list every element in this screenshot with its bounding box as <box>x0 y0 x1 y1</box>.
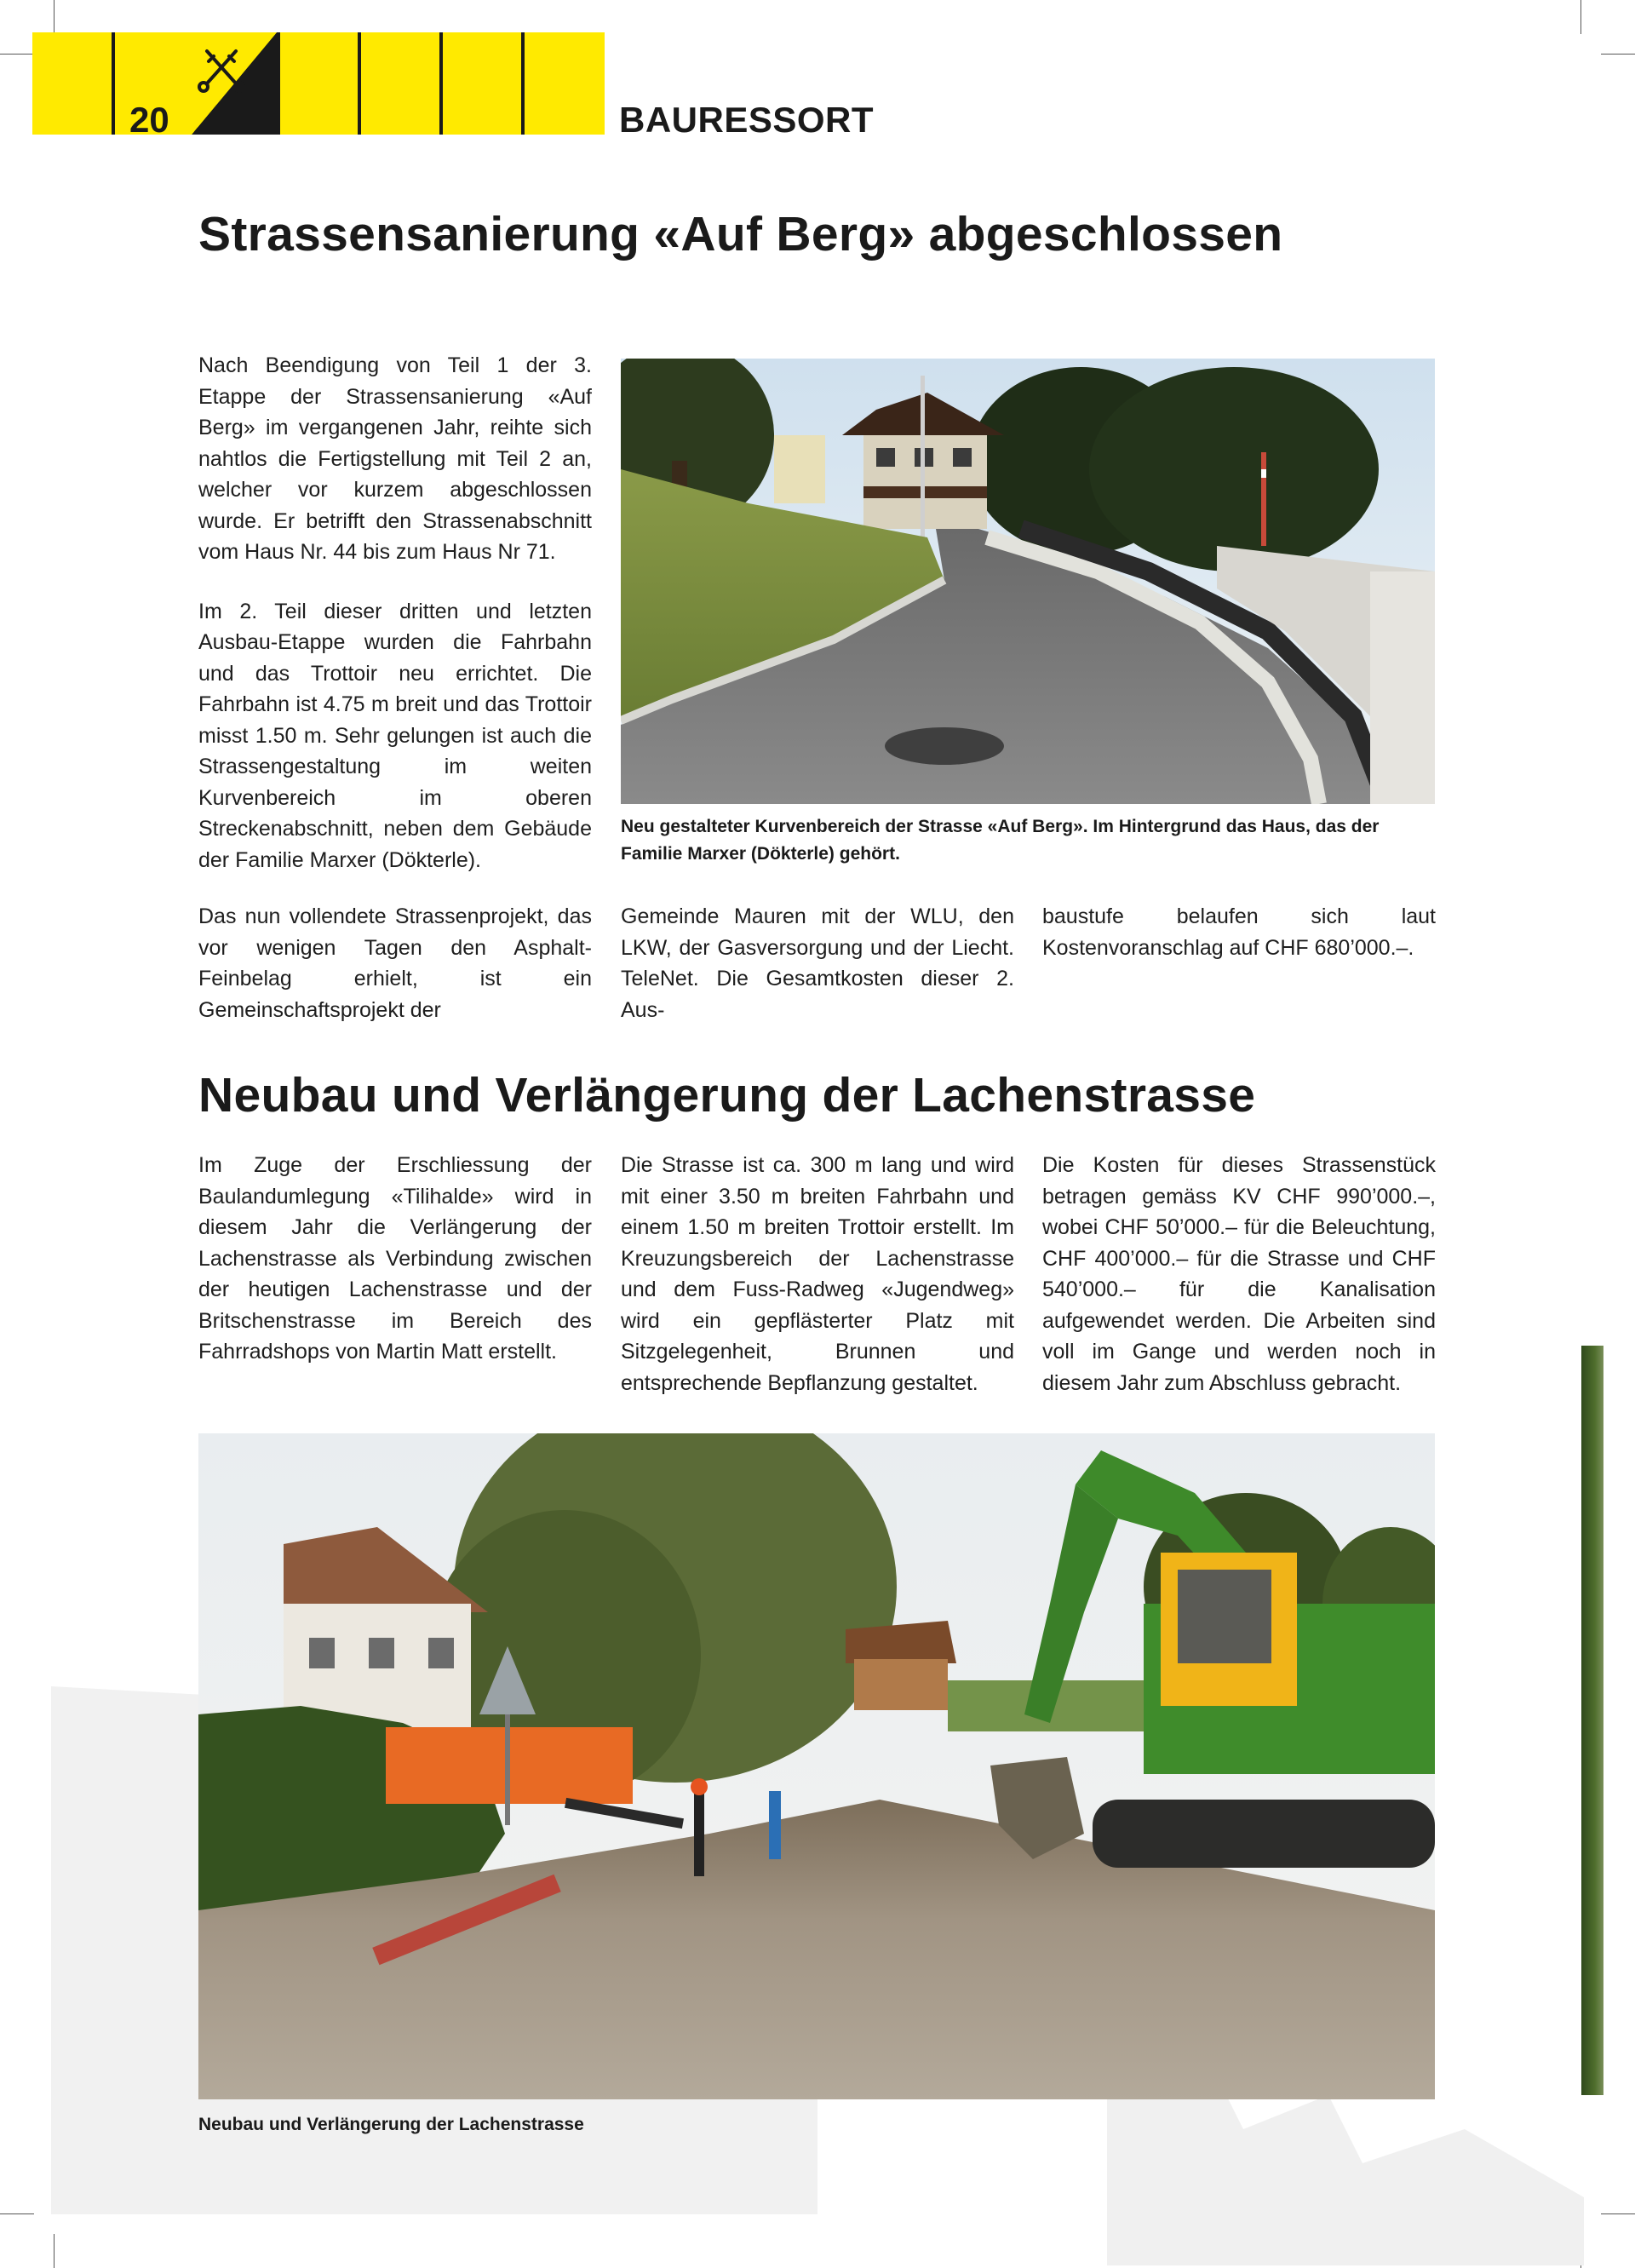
road-curve-photo <box>621 359 1435 804</box>
crop-mark <box>1580 0 1581 34</box>
crop-mark <box>1601 54 1635 55</box>
article-2-column-1: Im Zuge der Erschliessung der Baulandumlegung «Tilihalde» wird in diesem Jahr die Verlängerung der Lachenstrasse als Verbindung zwischen der heutigen Lachenstrasse und der Britschenstrasse im Bereich des Fahrradshops von Martin Matt erstellt. <box>198 1153 592 1364</box>
article-1-bottom-column-3: baustufe belaufen sich laut Kostenvoranschlag auf CHF 680’000.–. <box>1042 904 1436 960</box>
section-label: BAURESSORT <box>619 100 875 140</box>
article-2-column-2: Die Strasse ist ca. 300 m lang und wird mit einer 3.50 m breiten Fahrbahn und einem 1.50 m breiten Trottoir erstellt. Im Kreuzungsbereich der Lachenstrasse und dem Fuss-Radweg «Jugendweg» wird ein gepflästerter Platz mit Sitzgelegenheit, Brunnen und entsprechende Bepflanzung gestaltet. <box>621 1153 1014 1395</box>
article-1-paragraph: Im 2. Teil dieser dritten und letzten Ausbau-Etappe wurden die Fahrbahn und das Trottoir neu errichtet. Die Fahrbahn ist 4.75 m breit und das Trottoir misst 1.50 m. Sehr gelungen ist auch die Strassengestaltung im weiten Kurvenbereich im oberen Streckenabschnitt, neben dem Gebäude der Familie Marxer (Dökterle). <box>198 599 592 872</box>
article-1-title: Strassensanierung «Auf Berg» abgeschlossen <box>198 207 1283 261</box>
article-1-bottom-column-2: Gemeinde Mauren mit der WLU, den LKW, der Gasversorgung und der Liecht. TeleNet. Die Gesamtkosten dieser 2. Aus- <box>621 904 1014 1022</box>
crop-mark <box>1601 2213 1635 2214</box>
article-1-paragraph: Nach Beendigung von Teil 1 der 3. Etappe der Strassensanierung «Auf Berg» im vergangenen Jahr, reihte sich nahtlos die Fertigstellung mit Teil 2 an, welcher vor kurzem abgeschlossen wurde. Er betrifft den Strassenabschnitt vom Haus Nr. 44 bis zum Haus Nr 71. <box>198 353 592 564</box>
construction-site-photo <box>198 1433 1435 2099</box>
crossed-keys-crest-icon <box>192 32 277 135</box>
page-number: 20 <box>129 100 169 140</box>
construction-site-photo-caption: Neubau und Verlängerung der Lachenstrasse <box>198 2115 584 2134</box>
article-2-column-3: Die Kosten für dieses Strassenstück betragen gemäss KV CHF 990’000.–, wobei CHF 50’000.– für die Beleuchtung, CHF 400’000.– für die Strasse und CHF 540’000.– für die Kanalisation aufgewendet werden. Die Arbeiten sind voll im Gange und werden noch in diesem Jahr zum Abschluss gebracht. <box>1042 1153 1436 1395</box>
crop-mark <box>0 54 34 55</box>
article-2-title: Neubau und Verlängerung der Lachenstrasse <box>198 1068 1256 1123</box>
article-1-bottom-column-1: Das nun vollendete Strassenprojekt, das vor wenigen Tagen den Asphalt-Feinbelag erhielt, ist ein Gemeinschaftsprojekt der <box>198 904 592 1022</box>
adjacent-page-edge <box>1581 1346 1603 2095</box>
road-curve-photo-caption: Neu gestalteter Kurvenbereich der Strasse «Auf Berg». Im Hintergrund das Haus, das der Familie Marxer (Dökterle) gehört. <box>621 817 1380 864</box>
header-band <box>32 32 605 135</box>
article-1-column-1 <box>198 350 592 904</box>
crop-mark <box>0 2213 34 2214</box>
